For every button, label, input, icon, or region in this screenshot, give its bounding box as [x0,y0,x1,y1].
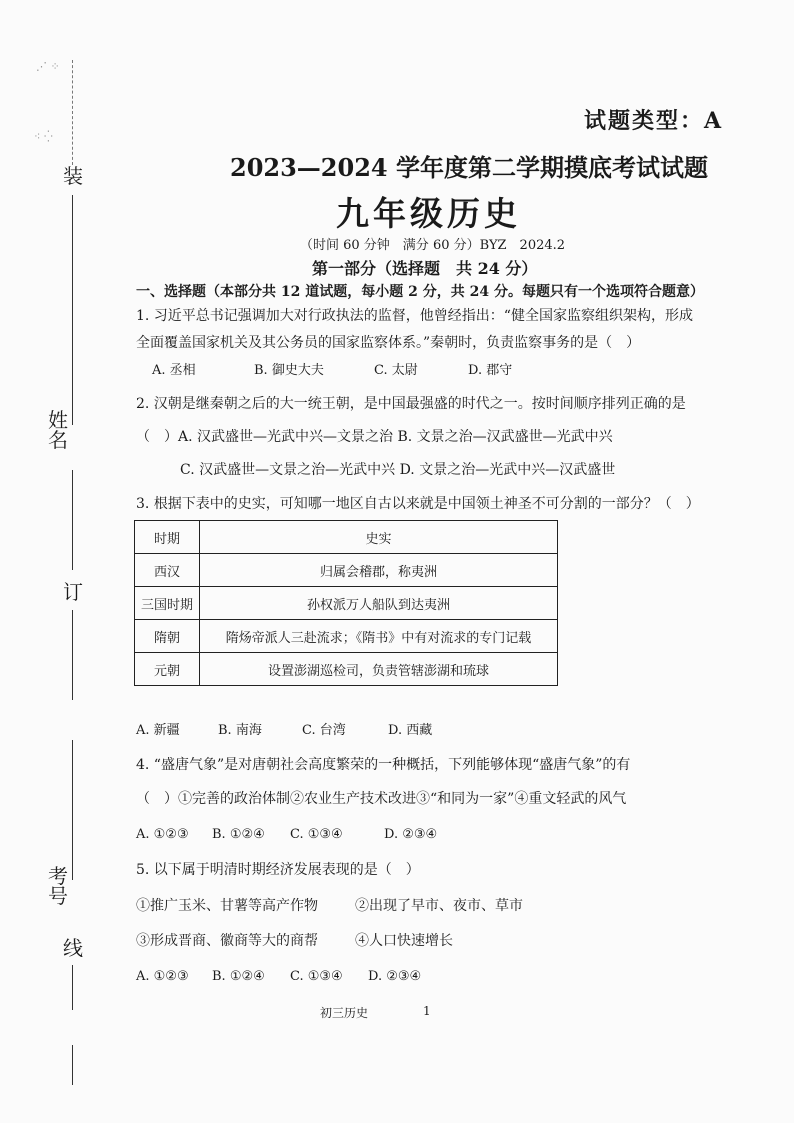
binding-line [72,470,73,570]
q1-option-b: B. 御史大夫 [254,363,324,378]
table-cell-fact: 孙权派万人船队到达夷洲 [200,587,558,620]
q3-option-d: D. 西藏 [388,723,433,738]
exam-type: 试题类型：A [584,108,724,134]
table-header-fact: 史实 [200,521,558,554]
exam-no-label: 考号 [48,864,68,908]
q1-option-d: D. 郡守 [468,363,513,378]
table-row [135,587,558,620]
q5-option-d: D. ②③④ [368,969,422,984]
name-underline [72,285,73,425]
section-title: 一、选择题（本部分共 12 道试题，每小题 2 分，共 24 分。每题只有一个选项符合题意） [136,284,704,300]
q4-option-a: A. ①②③ [136,827,189,842]
table-cell-fact: 归属会稽郡，称夷洲 [200,554,558,587]
q1-option-a: A. 丞相 [152,363,196,378]
q4-option-c: C. ①③④ [290,827,343,842]
q4-option-b: B. ①②④ [212,827,265,842]
table-row [135,554,558,587]
scan-noise: ⋰ ⁘ [36,60,60,73]
scan-noise: ⁖ ⁛ [34,130,53,143]
q3-line1: 3. 根据下表中的史实，可知哪一地区自古以来就是中国领土神圣不可分割的一部分？（ ） [136,496,700,512]
q5-option-b: B. ①②④ [212,969,265,984]
q3-option-a: A. 新疆 [136,723,180,738]
q3-option-b: B. 南海 [218,723,262,738]
binding-ding: 订 [63,580,83,604]
q4-option-d: D. ②③④ [384,827,438,842]
q5-item-1: ①推广玉米、甘薯等高产作物 [136,898,318,914]
name-label: 姓名 [48,408,68,452]
page-number: 1 [423,1004,431,1018]
binding-zhuang: 装 [63,164,83,188]
table-header-row [135,521,558,554]
q1-option-c: C. 太尉 [374,363,418,378]
table-row [135,653,558,686]
q5-line1: 5. 以下属于明清时期经济发展表现的是（ ） [136,862,420,878]
binding-xian: 线 [63,936,83,960]
table-header-period: 时期 [135,521,200,554]
q2-line3: C. 汉武盛世—文景之治—光武中兴 D. 文景之治—光武中兴—汉武盛世 [180,462,616,478]
exam-title: 2023—2024 学年度第二学期摸底考试试题 [230,153,708,182]
q5-item-4: ④人口快速增长 [355,933,453,949]
table-cell-period: 西汉 [135,554,200,587]
q5-option-a: A. ①②③ [136,969,189,984]
exam-no-underline [72,740,73,880]
q5-item-2: ②出现了早市、夜市、草市 [355,898,523,914]
binding-line [72,610,73,700]
binding-dashed-line [72,60,73,165]
binding-line [72,1045,73,1085]
q3-history-table [134,520,558,686]
table-row [135,620,558,653]
q3-option-c: C. 台湾 [302,723,346,738]
exam-subject: 九年级历史 [336,194,521,233]
q2-line1: 2. 汉朝是继秦朝之后的大一统王朝，是中国最强盛的时代之一。按时间顺序排列正确的是 [136,396,686,412]
table-cell-period: 三国时期 [135,587,200,620]
q4-line1: 4. “盛唐气象”是对唐朝社会高度繁荣的一种概括，下列能够体现“盛唐气象”的有 [136,757,631,773]
q5-option-c: C. ①③④ [290,969,343,984]
table-cell-fact: 设置澎湖巡检司，负责管辖澎湖和琉球 [200,653,558,686]
exam-meta: （时间 60 分钟 满分 60 分）BYZ 2024.2 [300,238,566,253]
q2-line2: （ ）A. 汉武盛世—光武中兴—文景之治 B. 文景之治—汉武盛世—光武中兴 [136,429,613,445]
part-title: 第一部分（选择题 共 24 分） [312,259,538,278]
table-cell-period: 隋朝 [135,620,200,653]
table-cell-period: 元朝 [135,653,200,686]
q4-line2: （ ）①完善的政治体制②农业生产技术改进③“和同为一家”④重文轻武的风气 [136,791,627,807]
table-cell-fact: 隋炀帝派人三赴流求；《隋书》中有对流求的专门记载 [200,620,558,653]
binding-line [72,195,73,295]
footer-label: 初三历史 [320,1006,369,1020]
q1-line1: 1. 习近平总书记强调加大对行政执法的监督，他曾经指出：“健全国家监察组织架构，形成 [136,308,693,324]
binding-line [72,965,73,1010]
q1-line2: 全面覆盖国家机关及其公务员的国家监察体系。”秦朝时，负责监察事务的是（ ） [136,335,641,351]
q5-item-3: ③形成晋商、徽商等大的商帮 [136,933,318,949]
